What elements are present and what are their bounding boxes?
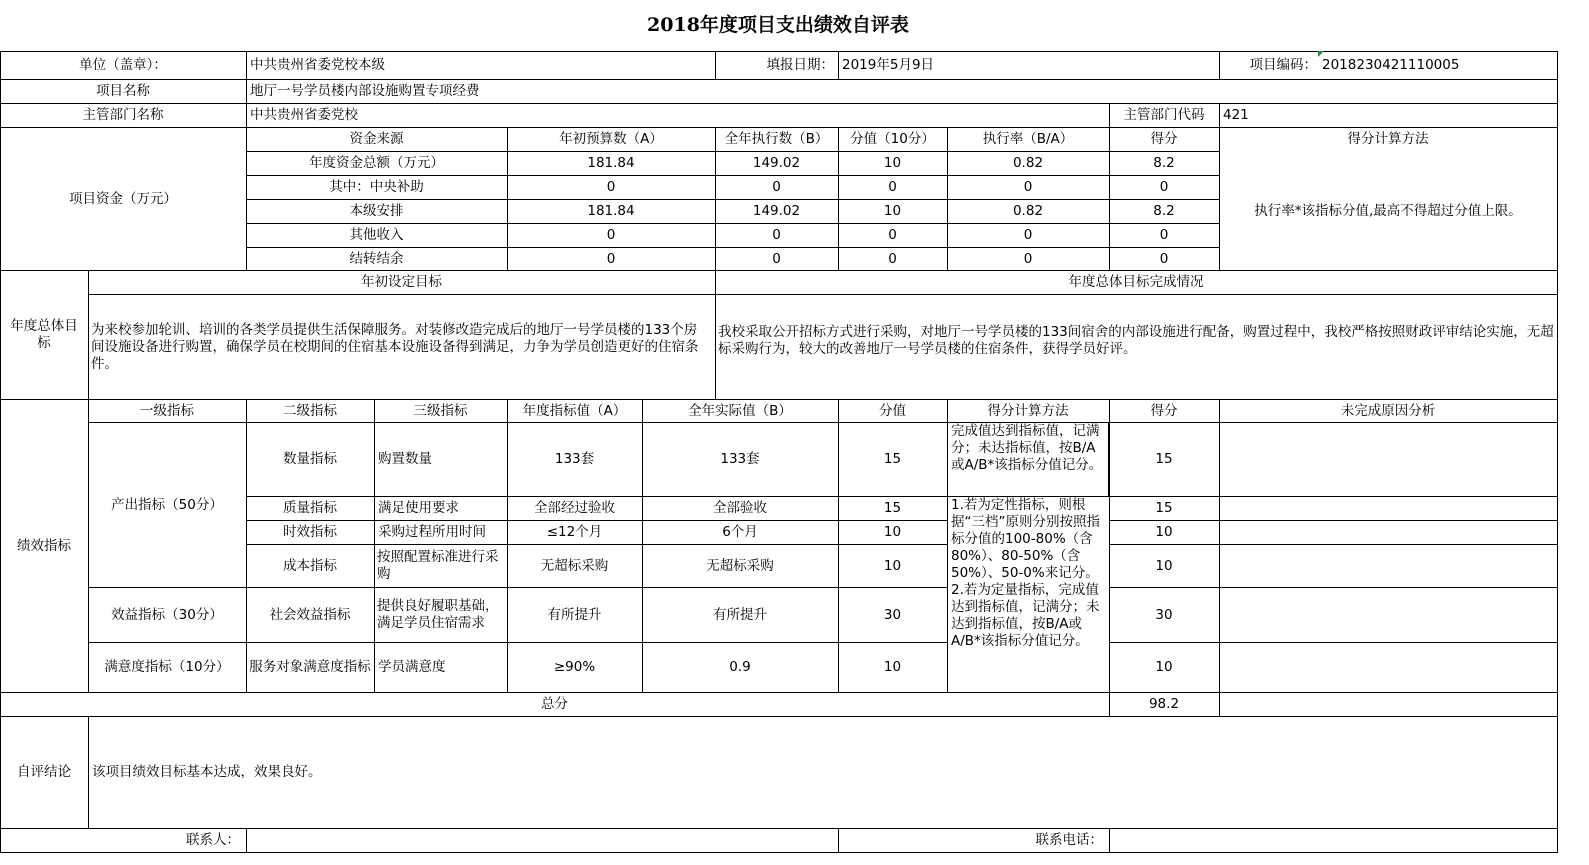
perf-method-quantity[interactable]: 完成值达到指标值，记满分；未达指标值，按B/A或A/B*该指标分值记分。	[951, 423, 1103, 473]
perf-header-actual: 全年实际值（B）	[688, 402, 792, 419]
contact-value[interactable]	[246, 829, 838, 852]
perf-target[interactable]: ≥90%	[553, 659, 596, 675]
fund-budget[interactable]: 0	[606, 179, 616, 195]
perf-level3[interactable]: 满足使用要求	[378, 500, 459, 516]
perf-score[interactable]: 30	[1155, 606, 1173, 623]
phone-label: 联系电话：	[1035, 832, 1103, 848]
perf-header-score-value: 分值	[879, 402, 906, 419]
fund-score-value[interactable]: 0	[888, 250, 897, 267]
dept-label: 主管部门名称	[82, 107, 164, 123]
perf-score[interactable]: 10	[1155, 557, 1173, 574]
total-score[interactable]: 98.2	[1148, 696, 1180, 712]
fund-rate[interactable]: 0.82	[1012, 155, 1044, 171]
fund-score-value[interactable]: 10	[883, 155, 902, 171]
fund-source: 年度资金总额（万元）	[309, 155, 444, 171]
perf-level2: 质量指标	[283, 500, 337, 516]
perf-method-general[interactable]: 1.若为定性指标，则根据“三档”原则分别按照指标分值的100-80%（含80%）、80-50%（含50%）、50-0%来记分。2.若为定量指标，完成值达到指标值，记满分；未达到指标值，按B/A或A/B*该指标分值记分。	[951, 497, 1100, 649]
total-label: 总分	[541, 696, 568, 712]
fund-score[interactable]: 0	[1159, 179, 1169, 195]
perf-actual[interactable]: 有所提升	[713, 606, 767, 623]
fund-executed[interactable]: 0	[772, 227, 781, 243]
dept-code-label: 主管部门代码	[1123, 107, 1205, 123]
contact-label: 联系人：	[186, 832, 240, 848]
perf-header-level2: 二级指标	[283, 402, 337, 419]
perf-header-score: 得分	[1150, 402, 1178, 419]
perf-actual[interactable]: 6个月	[722, 524, 758, 540]
perf-score-value[interactable]: 10	[883, 524, 902, 540]
form-title: 2018年度项目支出绩效自评表	[647, 13, 909, 36]
fund-rate[interactable]: 0	[1023, 250, 1033, 267]
fund-score[interactable]: 8.2	[1153, 155, 1175, 171]
funds-header-score-value: 分值（10分）	[850, 131, 935, 147]
perf-target[interactable]: 无超标采购	[540, 557, 609, 574]
perf-score-value[interactable]: 15	[883, 451, 902, 467]
perf-section-label: 绩效指标	[17, 537, 71, 554]
perf-score-value[interactable]: 10	[883, 557, 902, 574]
perf-target[interactable]: ≤12个月	[546, 524, 603, 540]
perf-header-target: 年度指标值（A）	[522, 402, 627, 419]
fund-score-value[interactable]: 0	[888, 227, 897, 243]
fund-executed[interactable]: 149.02	[752, 155, 801, 171]
perf-actual[interactable]: 无超标采购	[706, 557, 774, 574]
conclusion-label: 自评结论	[17, 764, 71, 780]
fund-score[interactable]: 0	[1159, 250, 1169, 267]
perf-level1-benefit: 效益指标（30分）	[111, 606, 223, 623]
perf-level1-satisfaction: 满意度指标（10分）	[104, 659, 230, 675]
unit-value[interactable]: 中共贵州省委党校本级	[250, 57, 385, 73]
perf-score-value[interactable]: 10	[883, 659, 902, 675]
fund-score[interactable]: 0	[1159, 227, 1169, 243]
perf-level3[interactable]: 提供良好履职基础，满足学员住宿需求	[377, 598, 499, 631]
funds-header-source: 资金来源	[349, 131, 404, 147]
perf-reason-cells[interactable]	[1219, 423, 1557, 692]
fund-rate[interactable]: 0	[1023, 179, 1033, 195]
goals-section-label: 年度总体目标	[10, 318, 78, 351]
dept-value[interactable]: 中共贵州省委党校	[250, 107, 358, 123]
goals-initial-text[interactable]: 为来校参加轮训、培训的各类学员提供生活保障服务。对装修改造完成后的地厅一号学员楼的133个房间设施设备进行购置，确保学员在校期间的住宿基本设施设备得到满足，力争为学员创造更好的住宿条件。	[91, 321, 699, 372]
perf-target[interactable]: 133套	[554, 451, 595, 467]
perf-level3[interactable]: 购置数量	[378, 451, 432, 467]
project-name-value[interactable]: 地厅一号学员楼内部设施购置专项经费	[250, 83, 480, 99]
fund-executed[interactable]: 149.02	[752, 203, 801, 219]
unit-label: 单位（盖章）：	[79, 57, 167, 73]
fund-budget[interactable]: 0	[606, 227, 616, 243]
project-name-label: 项目名称	[96, 83, 150, 99]
perf-target[interactable]: 全部经过验收	[534, 500, 615, 516]
perf-score[interactable]: 10	[1155, 524, 1173, 540]
perf-target[interactable]: 有所提升	[547, 606, 602, 623]
fund-source: 结转结余	[349, 250, 404, 267]
funds-header-rate: 执行率（B/A）	[982, 131, 1074, 147]
funds-header-executed: 全年执行数（B）	[724, 131, 829, 147]
dept-code-value[interactable]: 421	[1223, 107, 1249, 123]
fund-rate[interactable]: 0.82	[1012, 203, 1044, 219]
fund-budget[interactable]: 181.84	[587, 203, 635, 219]
code-label: 项目编码：	[1249, 57, 1317, 73]
funds-header-score: 得分	[1150, 131, 1178, 147]
fund-score-value[interactable]: 10	[883, 203, 902, 219]
perf-score-value[interactable]: 30	[883, 606, 902, 623]
funds-header-method: 得分计算方法	[1347, 131, 1429, 147]
perf-score[interactable]: 15	[1155, 451, 1173, 467]
perf-score[interactable]: 15	[1155, 500, 1173, 516]
perf-level1-output: 产出指标（50分）	[111, 496, 223, 513]
conclusion-text[interactable]: 该项目绩效目标基本达成，效果良好。	[92, 764, 322, 780]
funds-section-label: 项目资金（万元）	[69, 190, 177, 207]
perf-level3[interactable]: 按照配置标准进行采购	[377, 549, 499, 582]
perf-level2: 服务对象满意度指标	[249, 659, 371, 675]
perf-level2: 社会效益指标	[269, 606, 351, 623]
fund-source: 其他收入	[349, 227, 404, 243]
funds-method-text[interactable]: 执行率*该指标分值,最高不得超过分值上限。	[1254, 202, 1522, 219]
perf-header-reason: 未完成原因分析	[1340, 402, 1436, 419]
fund-score[interactable]: 8.2	[1153, 203, 1175, 219]
fund-executed[interactable]: 0	[772, 250, 781, 267]
perf-level2: 成本指标	[283, 557, 337, 574]
perf-level3[interactable]: 采购过程所用时间	[378, 524, 486, 540]
fund-budget[interactable]: 181.84	[587, 155, 635, 171]
funds-header-budget: 年初预算数（A）	[559, 131, 663, 147]
fund-executed[interactable]: 0	[772, 179, 781, 195]
perf-actual[interactable]: 0.9	[729, 659, 751, 675]
perf-actual[interactable]: 全部验收	[713, 500, 767, 516]
code-value[interactable]: 2018230421110005	[1322, 57, 1460, 73]
perf-score[interactable]: 10	[1155, 659, 1173, 675]
phone-value[interactable]	[1109, 829, 1557, 852]
perf-level2: 时效指标	[283, 524, 337, 540]
perf-header-level3: 三级指标	[413, 402, 468, 419]
perf-header-method: 得分计算方法	[987, 402, 1069, 419]
goals-initial-header: 年初设定目标	[361, 274, 442, 290]
fund-source: 本级安排	[349, 203, 404, 219]
fund-score-value[interactable]: 0	[888, 179, 897, 195]
perf-level2: 数量指标	[283, 451, 337, 467]
goals-done-text[interactable]: 我校采取公开招标方式进行采购，对地厅一号学员楼的133间宿舍的内部设施进行配备，购置过程中，我校严格按照财政评审结论实施，无超标采购行为，较大的改善地厅一号学员楼的住宿条件，获得学员好评。	[718, 324, 1554, 357]
fund-rate[interactable]: 0	[1023, 227, 1033, 243]
perf-actual[interactable]: 133套	[720, 451, 760, 467]
perf-score-value[interactable]: 15	[883, 500, 902, 516]
fund-budget[interactable]: 0	[606, 250, 616, 267]
date-value[interactable]: 2019年5月9日	[842, 57, 935, 73]
goals-done-header: 年度总体目标完成情况	[1068, 274, 1204, 290]
date-label: 填报日期：	[766, 57, 834, 73]
perf-level3[interactable]: 学员满意度	[378, 659, 446, 675]
fund-source: 其中：中央补助	[329, 179, 424, 195]
perf-header-level1: 一级指标	[140, 402, 194, 419]
